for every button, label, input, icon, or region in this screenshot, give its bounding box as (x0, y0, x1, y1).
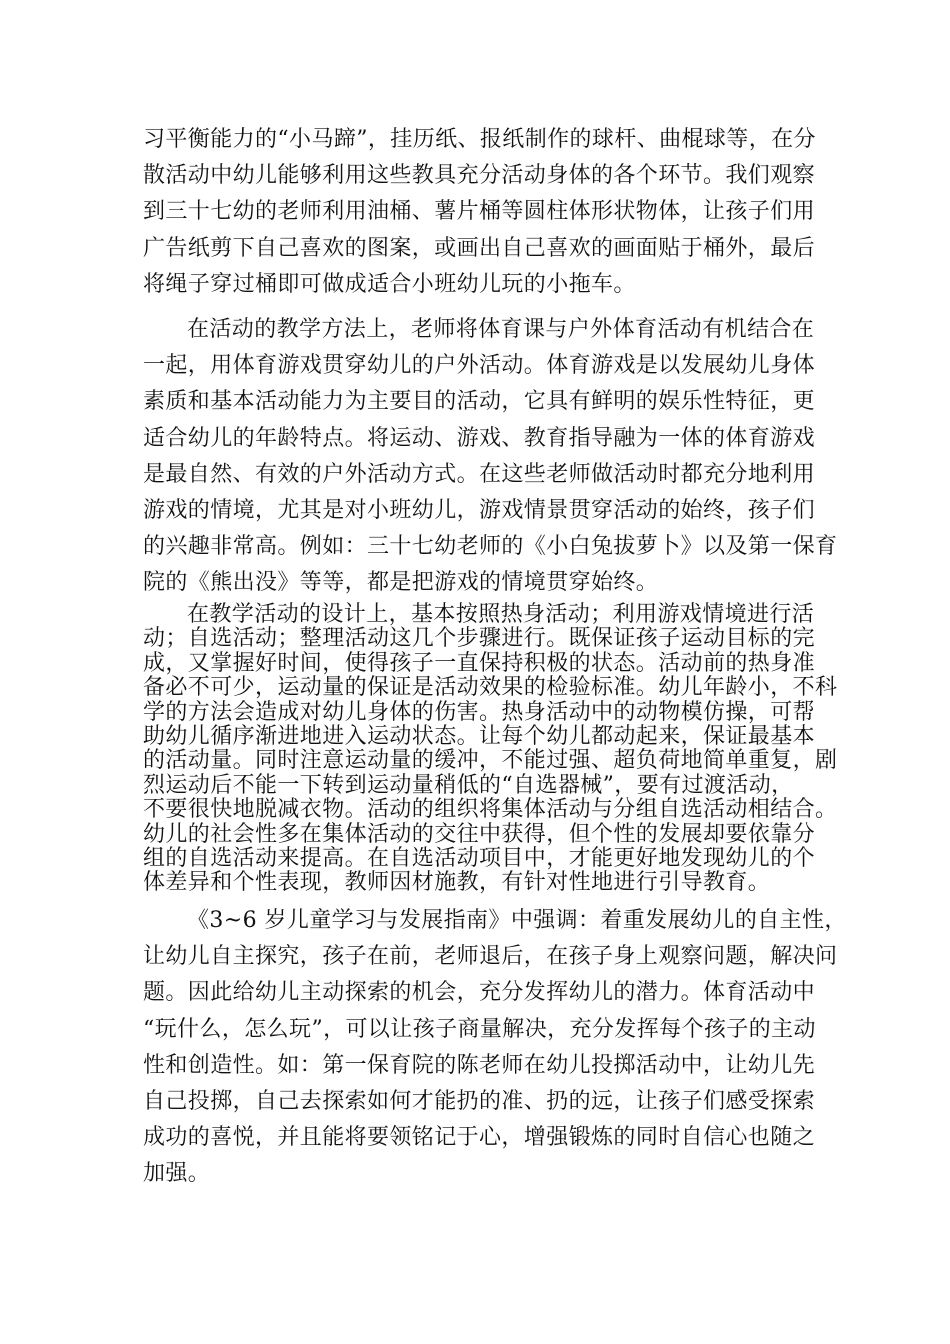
text-line: 成功的喜悦，并且能将要领铭记于心，增强锻炼的同时自信心也随之 (143, 1125, 816, 1151)
text-line: 散活动中幼儿能够利用这些教具充分活动身体的各个环节。我们观察 (143, 163, 816, 189)
text-line: 题。因此给幼儿主动探索的机会，充分发挥幼儿的潜力。体育活动中 (143, 980, 816, 1006)
text-line: 自己投掷，自己去探索如何才能扔的准、扔的远，让孩子们感受探索 (143, 1088, 816, 1114)
text-line: 适合幼儿的年龄特点。将运动、游戏、教育指导融为一体的体育游戏 (143, 425, 816, 451)
text-line: 助幼儿循序渐进地进入运动状态。让每个幼儿都动起来，保证最基本 (143, 723, 816, 749)
text-line: 在活动的教学方法上，老师将体育课与户外体育活动有机结合在 (187, 317, 815, 342)
text-line: 幼儿的社会性多在集体活动的交往中获得，但个性的发展却要依靠分 (143, 821, 816, 847)
paragraph-teaching-aids (143, 122, 823, 303)
text-line: 备必不可少，运动量的保证是活动效果的检验标准。幼儿年龄小，不科 (143, 675, 838, 701)
text-line: 学的方法会造成对幼儿身体的伤害。热身活动中的动物模仿操，可帮 (143, 699, 816, 725)
text-line: 一起，用体育游戏贯穿幼儿的户外活动。体育游戏是以发展幼儿身体 (143, 353, 816, 379)
text-line: 是最自然、有效的户外活动方式。在这些老师做活动时都充分地利用 (143, 461, 816, 487)
text-line: 习平衡能力的“小马蹄”，挂历纸、报纸制作的球杆、曲棍球等，在分 (143, 127, 816, 152)
text-line: 到三十七幼的老师利用油桶、薯片桶等圆柱体形状物体，让孩子们用 (143, 199, 816, 225)
text-line: 体差异和个性表现，教师因材施教，有针对性地进行引导教育。 (143, 870, 771, 896)
text-line: 让幼儿自主探究，孩子在前，老师退后，在孩子身上观察问题，解决问 (143, 944, 838, 970)
text-line: 《3~6 岁儿童学习与发展指南》中强调：着重发展幼儿的自主性， (187, 908, 847, 933)
text-line: 将绳子穿过桶即可做成适合小班幼儿玩的小拖车。 (143, 271, 636, 297)
text-line: 成，又掌握好时间，使得孩子一直保持积极的状态。活动前的热身准 (143, 650, 816, 676)
text-line: 不要很快地脱减衣物。活动的组织将集体活动与分组自选活动相结合。 (143, 797, 838, 823)
text-line: 素质和基本活动能力为主要目的活动，它具有鲜明的娱乐性特征，更 (143, 389, 816, 415)
text-line: 性和创造性。如：第一保育院的陈老师在幼儿投掷活动中，让幼儿先 (143, 1052, 816, 1078)
text-line: 院的《熊出没》等等，都是把游戏的情境贯穿始终。 (143, 570, 659, 596)
text-line: 的活动量。同时注意运动量的缓冲，不能过强、超负荷地简单重复，剧 (143, 748, 838, 774)
text-line: 游戏的情境，尤其是对小班幼儿，游戏情景贯穿活动的始终，孩子们 (143, 497, 816, 523)
paragraph-learning-guidelines (143, 903, 847, 1193)
text-line: “玩什么，怎么玩”，可以让孩子商量解决，充分发挥每个孩子的主动 (143, 1016, 816, 1042)
text-line: 动；自选活动；整理活动这几个步骤进行。既保证孩子运动目标的完 (143, 626, 816, 652)
text-line: 广告纸剪下自己喜欢的图案，或画出自己喜欢的画面贴于桶外，最后 (143, 235, 816, 261)
text-line: 的兴趣非常高。例如：三十七幼老师的《小白兔拔萝卜》以及第一保育 (143, 534, 838, 560)
text-line: 在教学活动的设计上，基本按照热身活动；利用游戏情境进行活 (187, 602, 815, 627)
paragraph-activity-design (143, 602, 838, 896)
text-line: 烈运动后不能一下转到运动量稍低的“自选器械”，要有过渡活动， (143, 772, 794, 798)
text-line: 加强。 (143, 1161, 211, 1187)
text-line: 组的自选活动来提高。在自选活动项目中，才能更好地发现幼儿的个 (143, 845, 816, 871)
paragraph-teaching-methods (143, 312, 838, 602)
